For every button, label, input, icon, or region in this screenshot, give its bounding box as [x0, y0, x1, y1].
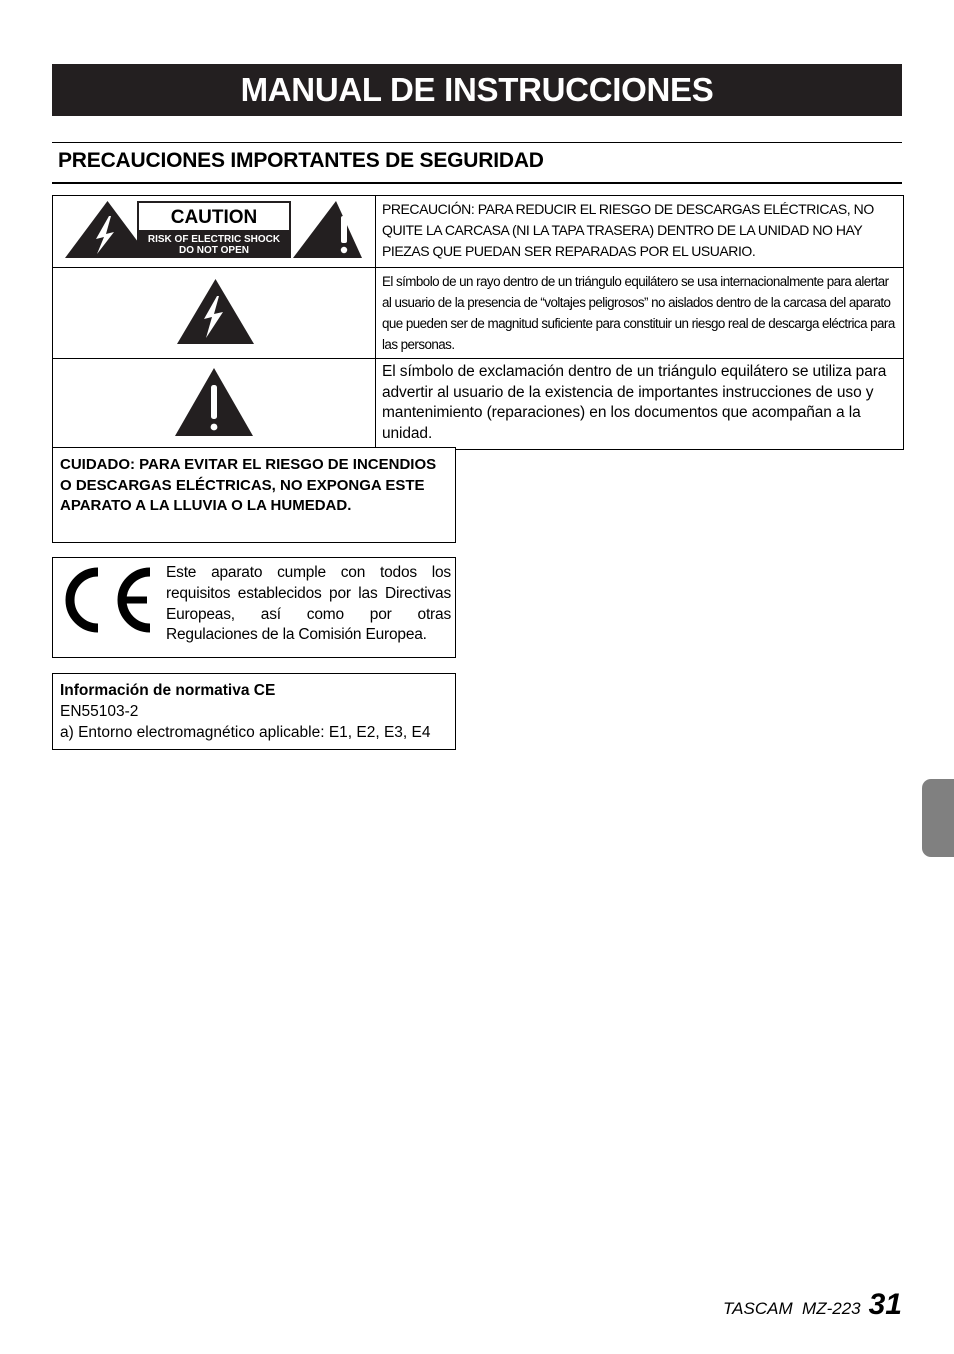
exclamation-bar-icon: [211, 385, 217, 419]
section-title: PRECAUCIONES IMPORTANTES DE SEGURIDAD: [58, 149, 544, 172]
safety-row-text: El símbolo de exclamación dentro de un triángulo equilátero se utiliza para advertir al usuario de la existencia de importantes instrucciones de uso y mantenimiento (reparaciones) en los documentos que acompañan a la unidad.: [376, 359, 904, 450]
safety-symbols-table: [52, 195, 904, 450]
exclamation-dot-icon: [341, 247, 347, 253]
table-row: [53, 268, 904, 359]
rain-moisture-warning-text: CUIDADO: PARA EVITAR EL RIESGO DE INCENDIOS O DESCARGAS ELÉCTRICAS, NO EXPONGA ESTE APARATO A LA LLUVIA O LA HUMEDAD.: [60, 456, 437, 514]
page-number: 31: [868, 1288, 902, 1321]
table-row: [53, 196, 904, 268]
exclamation-symbol-graphic: [53, 359, 375, 444]
exclamation-symbol-cell: [53, 359, 376, 450]
caution-line-2: DO NOT OPEN: [178, 245, 250, 256]
safety-row-text: PRECAUCIÓN: PARA REDUCIR EL RIESGO DE DESCARGAS ELÉCTRICAS, NO QUITE LA CARCASA (NI LA TAPA TRASERA) DENTRO DE LA UNIDAD NO HAY PIEZAS QUE PUEDAN SER REPARADAS POR EL USUARIO.: [376, 196, 904, 268]
exclamation-dot-icon: [211, 424, 218, 431]
ce-info-content: [60, 680, 450, 743]
manual-title: MANUAL DE INSTRUCCIONES: [240, 71, 714, 108]
lightning-triangle-icon: [177, 279, 254, 344]
rain-moisture-warning-box: [52, 447, 456, 543]
page-footer: [723, 1288, 902, 1322]
ce-info-title: Información de normativa CE: [60, 682, 276, 699]
caution-label-graphic: [53, 196, 375, 262]
ce-compliance-text: Este aparato cumple con todos los requisitos establecidos por las Directivas Europeas, así como por otras Regulaciones de la Comisión Europea.: [166, 564, 451, 644]
section-side-tab: [922, 779, 954, 857]
section-rule-bottom: [52, 182, 902, 184]
ce-compliance-box: [52, 557, 456, 658]
section-rule-top: [52, 142, 902, 143]
lightning-symbol-cell: [53, 268, 376, 359]
exclamation-triangle-icon: [293, 201, 362, 258]
table-row: [53, 359, 904, 450]
ce-info-environment: a) Entorno electromagnético aplicable: E1, E2, E3, E4: [60, 724, 431, 741]
lightning-symbol-graphic: [53, 268, 375, 353]
ce-info-box: [52, 673, 456, 750]
caution-label-cell: [53, 196, 376, 268]
ce-mark-icon: [59, 566, 155, 634]
manual-title-banner: [52, 64, 902, 116]
ce-info-standard: EN55103-2: [60, 703, 139, 720]
caution-line-1: RISK OF ELECTRIC SHOCK: [147, 234, 281, 245]
safety-row-text: El símbolo de un rayo dentro de un triángulo equilátero se usa internacionalmente para alertar al usuario de la presencia de “voltajes peligrosos” no aislados dentro de la carcasa del aparato que pueden ser de magnitud suficiente para constituir un riesgo real de descarga eléctrica para las personas.: [376, 268, 904, 359]
footer-brand: TASCAM MZ-223: [723, 1299, 861, 1318]
caution-heading: CAUTION: [170, 207, 258, 228]
exclamation-bar-icon: [341, 216, 347, 243]
